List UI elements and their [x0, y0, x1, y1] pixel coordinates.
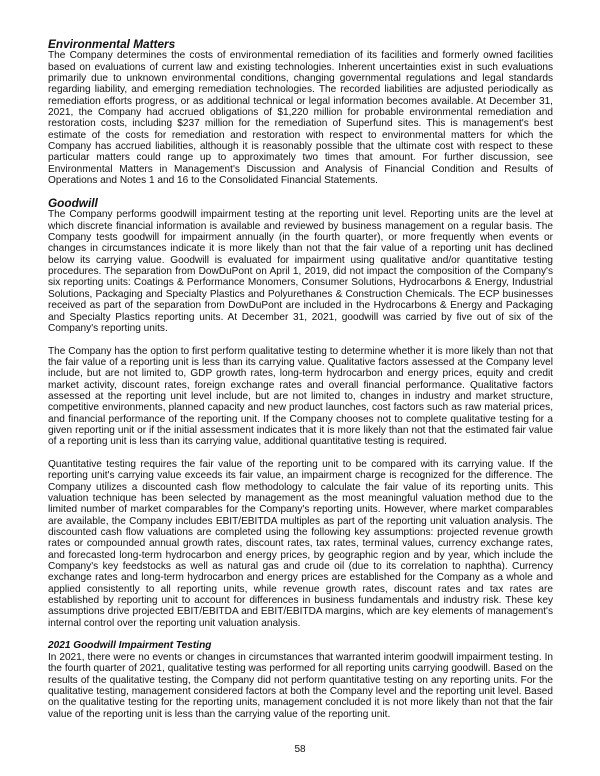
section-heading: Environmental Matters — [48, 37, 176, 51]
section-2021-goodwill-impairment-testing — [48, 640, 553, 719]
section-heading: Goodwill — [48, 196, 98, 211]
paragraph: The Company determines the costs of environmental remediation of its facilities and formerly owned facilities based on evaluations of current law and existing technologies. Inherent uncertainties exist in such evaluations primarily due to unknown environmental conditions, changing governmental regulations and legal standards regarding liability, and emerging remediation technologies. The recorded liabilities are adjusted periodically as remediation efforts progress, or as additional technical or legal information becomes available. At December 31, 2021, the Company had accrued obligations of $1,220 million for probable environmental remediation and restoration costs, including $237 million for the remediation of Superfund sites. This is management's best estimate of the costs for remediation and restoration with respect to environmental matters for which the Company has accrued liabilities, although it is reasonably possible that the ultimate cost with respect to these particular matters could range up to approximately two times that amount. For further discussion, see Environmental Matters in Management's Discussion and Analysis of Financial Condition and Results of Operations and Notes 1 and 16 to the Consolidated Financial Statements. — [48, 50, 553, 187]
paragraph: The Company has the option to first perform qualitative testing to determine whether it is more likely than not that the fair value of a reporting unit is less than its carrying value. Qualitative factors assessed at the Company level include, but are not limited to, GDP growth rates, long-term hydrocarbon and energy prices, equity and credit market activity, discount rates, foreign exchange rates and overall financial performance. Qualitative factors assessed at the reporting unit level include, but are not limited to, changes in industry and market structure, competitive environments, planned capacity and new product launches, cost factors such as raw material prices, and financial performance of the reporting unit. If the Company chooses not to complete qualitative testing for a given reporting unit or if the initial assessment indicates that it is more likely than not that the estimated fair value of a reporting unit is less than its carrying value, additional quantitative testing is required. — [48, 345, 553, 448]
subsection-heading: 2021 Goodwill Impairment Testing — [48, 640, 212, 652]
section-goodwill — [48, 198, 553, 629]
page-number: 58 — [294, 744, 306, 755]
paragraph: In 2021, there were no events or changes in circumstances that warranted interim goodwill impairment testing. In the fourth quarter of 2021, qualitative testing was performed for all reporting units carrying goodwill. Based on the results of the qualitative testing, the Company did not perform quantitative testing on any reporting units. For the qualitative testing, management considered factors at both the Company level and the reporting unit level. Based on the qualitative testing for the reporting units, management concluded it is not more likely than not that the fair value of the reporting unit is less than the carrying value of the reporting unit. — [48, 651, 553, 720]
section-environmental-matters — [48, 39, 553, 186]
document-page — [48, 39, 553, 720]
paragraph: The Company performs goodwill impairment testing at the reporting unit level. Reporting units are the level at which discrete financial information is available and reviewed by business management on a regular basis. The Company tests goodwill for impairment annually (in the fourth quarter), or more frequently when events or changes in circumstances indicate it is more likely than not that the fair value of a reporting unit has declined below its carrying value. Goodwill is evaluated for impairment using qualitative and/or quantitative testing procedures. The separation from DowDuPont on April 1, 2019, did not impact the composition of the Company's six reporting units: Coatings & Performance Monomers, Consumer Solutions, Hydrocarbons & Energy, Industrial Solutions, Packaging and Specialty Plastics and Polyurethanes & Construction Chemicals. The ECP businesses received as part of the separation from DowDuPont are included in the Hydrocarbons & Energy and Packaging and Specialty Plastics reporting units. At December 31, 2021, goodwill was carried by five out of six of the Company's reporting units. — [48, 209, 553, 334]
paragraph: Quantitative testing requires the fair value of the reporting unit to be compared with its carrying value. If the reporting unit's carrying value exceeds its fair value, an impairment charge is recognized for the difference. The Company utilizes a discounted cash flow methodology to calculate the fair value of its reporting units. This valuation technique has been selected by management as the most meaningful valuation method due to the limited number of market comparables for the Company's reporting units. However, where market comparables are available, the Company includes EBIT/EBITDA multiples as part of the reporting unit valuation analysis. The discounted cash flow valuations are completed using the following key assumptions: projected revenue growth rates or compounded annual growth rates, discount rates, tax rates, terminal values, currency exchange rates, and forecasted long-term hydrocarbon and energy prices, by geographic region and by year, which include the Company's key feedstocks as well as natural gas and crude oil (due to its correlation to naphtha). Currency exchange rates and long-term hydrocarbon and energy prices are established for the Company as a whole and applied consistently to all reporting units, while revenue growth rates, discount rates and tax rates are established by reporting unit to account for differences in business fundamentals and industry risk. These key assumptions drive projected EBIT/EBITDA and EBIT/EBITDA margins, which are key elements of management's internal control over the reporting unit valuation analysis. — [48, 458, 553, 629]
